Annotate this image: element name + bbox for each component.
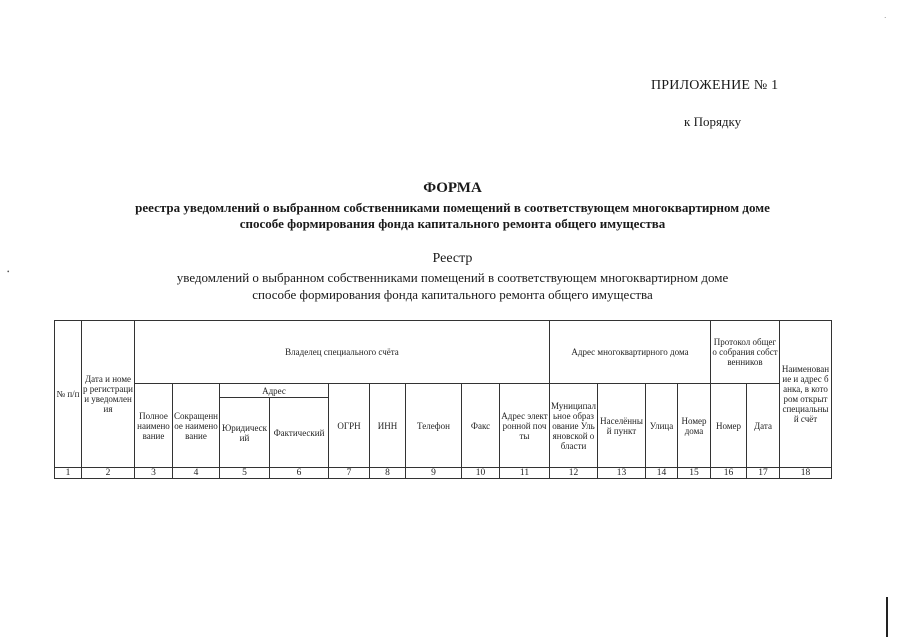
header-date-registration: Дата и номер регистрации уведомления (82, 321, 135, 468)
column-number: 17 (747, 468, 780, 479)
appendix-label: ПРИЛОЖЕНИЕ № 1 (651, 78, 779, 93)
column-number: 4 (173, 468, 220, 479)
scan-edge-mark (886, 597, 888, 637)
column-number: 14 (646, 468, 678, 479)
column-number: 5 (220, 468, 270, 479)
register-subtitle-line1: уведомлений о выбранном собственниками помещений в соответствующем многоквартирном доме (176, 270, 729, 285)
header-address-group: Адрес (220, 384, 329, 398)
register-subtitle (40, 269, 865, 303)
column-number: 6 (270, 468, 329, 479)
scan-speck: • (7, 268, 10, 276)
column-number: 7 (329, 468, 370, 479)
register-table (54, 320, 832, 479)
header-email: Адрес электронной почты (500, 384, 550, 468)
column-number-row (55, 468, 832, 479)
column-number: 18 (780, 468, 832, 479)
header-num: № п/п (55, 321, 82, 468)
header-phone: Телефон (406, 384, 462, 468)
header-municipality: Муниципальное образование Ульяновской области (550, 384, 598, 468)
column-number: 10 (462, 468, 500, 479)
column-number: 11 (500, 468, 550, 479)
column-number: 8 (370, 468, 406, 479)
order-reference: к Порядку (684, 114, 742, 129)
column-number: 1 (55, 468, 82, 479)
header-inn: ИНН (370, 384, 406, 468)
register-subtitle-line2: способе формирования фонда капитального ремонта общего имущества (252, 287, 653, 302)
form-subtitle-line1: реестра уведомлений о выбранном собственниками помещений в соответствующем многоквартирном доме (135, 200, 770, 215)
column-number: 3 (135, 468, 173, 479)
column-number: 9 (406, 468, 462, 479)
header-short-name: Сокращенное наименование (173, 384, 220, 468)
header-bank: Наименование и адрес банка, в котором открыт специальный счёт (780, 321, 832, 468)
header-house-number: Номер дома (678, 384, 711, 468)
column-number: 16 (711, 468, 747, 479)
header-ogrn: ОГРН (329, 384, 370, 468)
header-owner-group: Владелец специального счёта (135, 321, 550, 384)
column-number: 15 (678, 468, 711, 479)
header-protocol-date: Дата (747, 384, 780, 468)
header-actual-address: Фактический (270, 398, 329, 468)
column-number: 13 (598, 468, 646, 479)
header-full-name: Полное наименование (135, 384, 173, 468)
header-protocol-group: Протокол общего собрания собственников (711, 321, 780, 384)
header-street: Улица (646, 384, 678, 468)
column-number: 12 (550, 468, 598, 479)
header-fax: Факс (462, 384, 500, 468)
column-number: 2 (82, 468, 135, 479)
header-locality: Населённый пункт (598, 384, 646, 468)
register-title: Реестр (432, 251, 473, 266)
header-protocol-number: Номер (711, 384, 747, 468)
scan-speck: · (884, 14, 887, 22)
form-title: ФОРМА (423, 180, 482, 196)
header-house-address-group: Адрес многоквартирного дома (550, 321, 711, 384)
header-legal-address: Юридический (220, 398, 270, 468)
form-subtitle (40, 200, 865, 232)
form-subtitle-line2: способе формирования фонда капитального ремонта общего имущества (239, 216, 666, 231)
